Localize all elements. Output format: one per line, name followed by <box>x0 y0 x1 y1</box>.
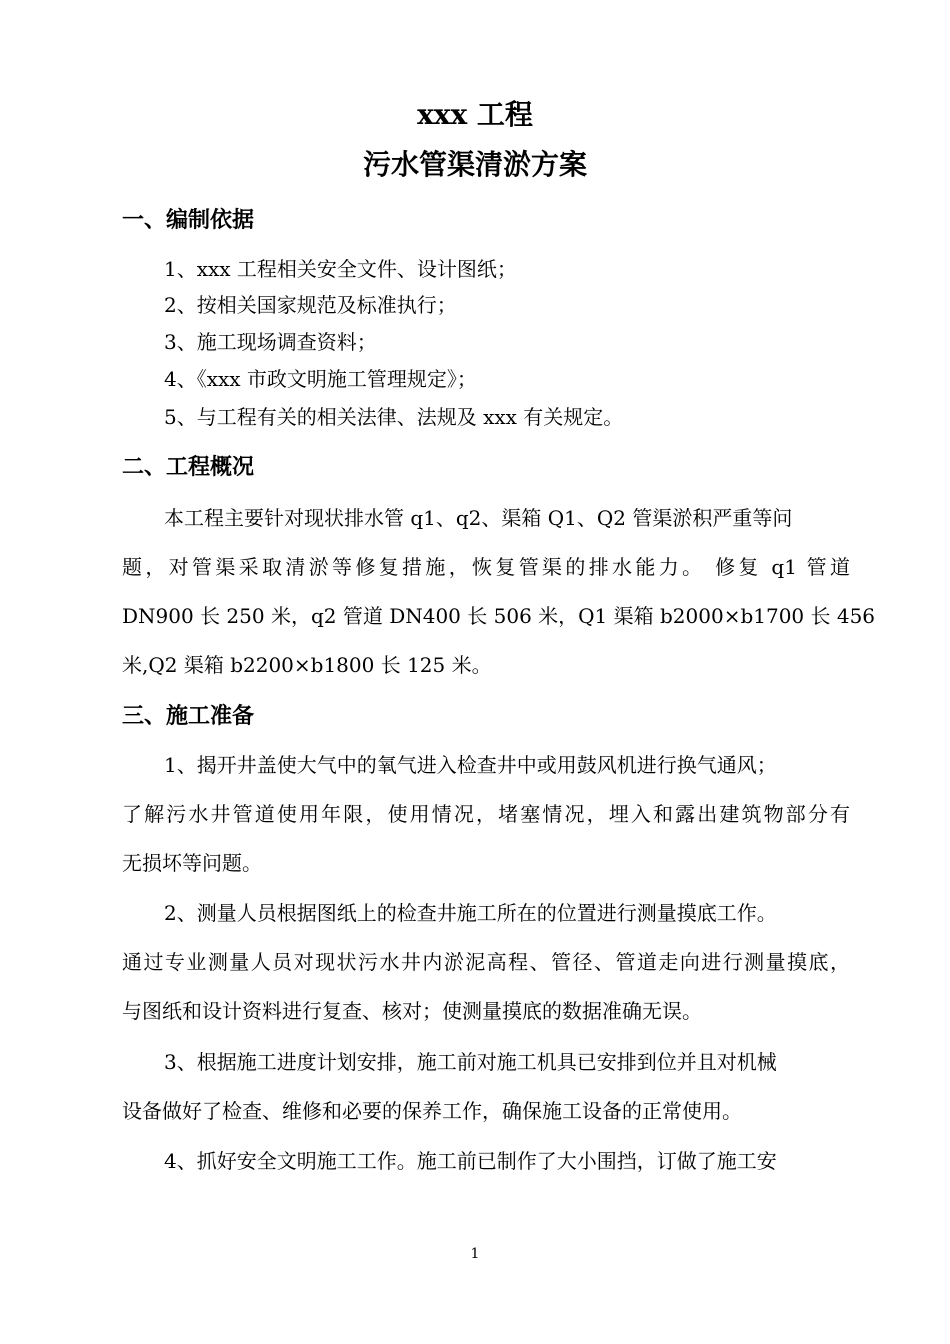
overview-line-4: 米,Q2 渠箱 b2200×b1800 长 125 米。 <box>122 653 492 677</box>
page-number: 1 <box>470 1246 480 1262</box>
preparation-line-7: 3、根据施工进度计划安排，施工前对施工机具已安排到位并且对机械 <box>164 1050 777 1074</box>
basis-item-1: 1、xxx 工程相关安全文件、设计图纸； <box>164 257 517 281</box>
basis-item-4: 4、《xxx 市政文明施工管理规定》； <box>164 367 477 391</box>
overview-line-3: DN900 长 250 米，q2 管道 DN400 长 506 米，Q1 渠箱 b2000×b1700 长 456 <box>122 604 876 628</box>
basis-item-3: 3、施工现场调查资料； <box>164 330 377 354</box>
document-subtitle: 污水管渠清淤方案 <box>362 148 587 181</box>
basis-item-2: 2、按相关国家规范及标准执行； <box>164 293 457 317</box>
preparation-line-6: 与图纸和设计资料进行复查、核对；使测量摸底的数据准确无误。 <box>122 999 702 1023</box>
section-heading-basis: 一、编制依据 <box>122 207 255 233</box>
preparation-line-8: 设备做好了检查、维修和必要的保养工作，确保施工设备的正常使用。 <box>122 1099 742 1123</box>
overview-line-1: 本工程主要针对现状排水管 q1、q2、渠箱 Q1、Q2 管渠淤积严重等问 <box>164 506 793 530</box>
section-heading-preparation: 三、施工准备 <box>122 703 255 729</box>
preparation-line-9: 4、抓好安全文明施工工作。施工前已制作了大小围挡，订做了施工安 <box>164 1149 777 1173</box>
preparation-line-4: 2、测量人员根据图纸上的检查井施工所在的位置进行测量摸底工作。 <box>164 901 777 925</box>
section-heading-overview: 二、工程概况 <box>122 454 255 480</box>
preparation-line-3: 无损坏等问题。 <box>122 851 262 875</box>
preparation-line-2: 了解污水井管道使用年限，使用情况，堵塞情况，埋入和露出建筑物部分有 <box>122 802 850 826</box>
preparation-line-1: 1、揭开井盖使大气中的氧气进入检查井中或用鼓风机进行换气通风； <box>164 753 777 777</box>
overview-line-2: 题，对管渠采取清淤等修复措施，恢复管渠的排水能力。 修复 q1 管道 <box>122 555 850 579</box>
document-title: xxx 工程 <box>417 98 533 131</box>
basis-item-5: 5、与工程有关的相关法律、法规及 xxx 有关规定。 <box>164 405 624 429</box>
preparation-line-5: 通过专业测量人员对现状污水井内淤泥高程、管径、管道走向进行测量摸底， <box>122 950 850 974</box>
